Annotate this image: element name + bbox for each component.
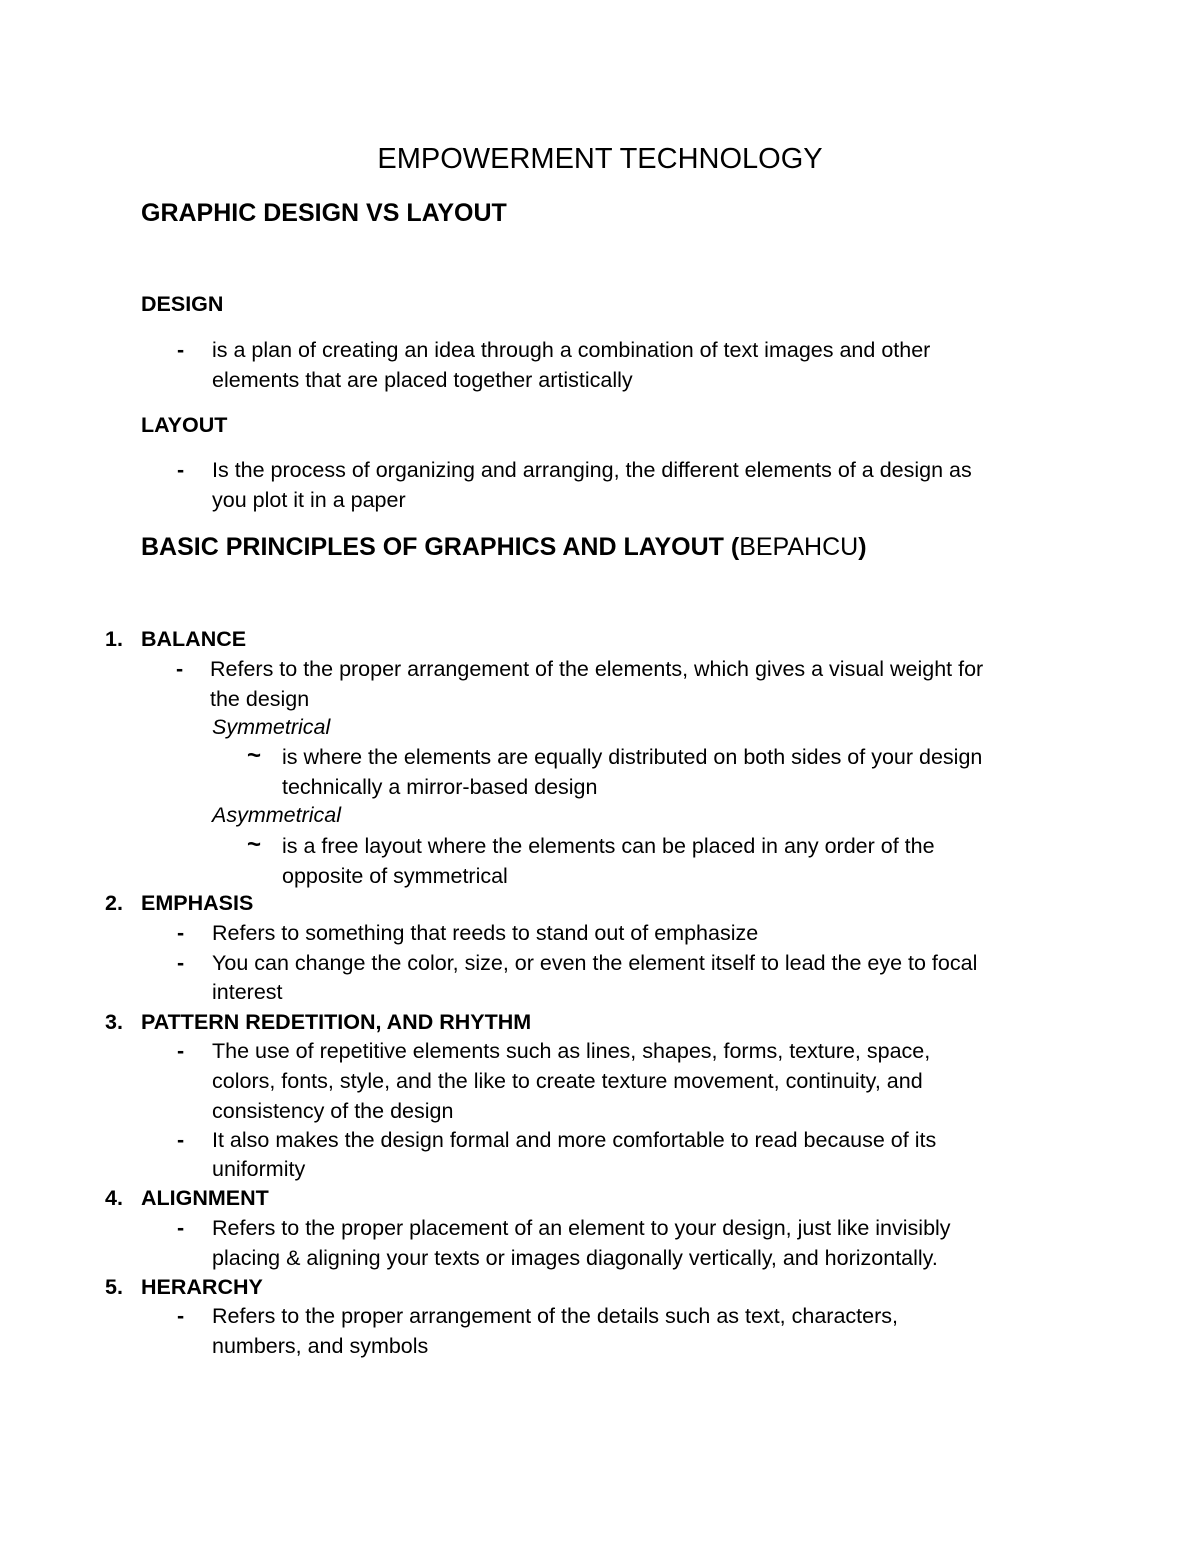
principles-heading-bold: BASIC PRINCIPLES OF GRAPHICS AND LAYOUT ( [141, 533, 740, 561]
emphasis-text-1: Refers to something that reeds to stand out of emphasize [212, 921, 759, 945]
dash-bullet: - [177, 1304, 185, 1328]
design-text-line1: is a plan of creating an idea through a combination of text images and other [212, 338, 931, 362]
balance-text-line1: Refers to the proper arrangement of the elements, which gives a visual weight for [210, 657, 984, 681]
layout-heading: LAYOUT [141, 413, 228, 437]
layout-text-line1: Is the process of organizing and arranging, the different elements of a design as [212, 458, 972, 482]
alignment-text-line1: Refers to the proper placement of an element to your design, just like invisibly [212, 1216, 951, 1240]
principles-heading [141, 530, 867, 564]
symmetrical-text-line2: technically a mirror-based design [282, 775, 598, 799]
design-heading: DESIGN [141, 292, 224, 316]
list-number: 4. [105, 1186, 123, 1210]
layout-bullet: - [177, 458, 185, 482]
page-subtitle: GRAPHIC DESIGN VS LAYOUT [141, 199, 507, 227]
pattern-text-2-line1: It also makes the design formal and more comfortable to read because of its [212, 1128, 937, 1152]
tilde-bullet: ~ [247, 742, 262, 769]
symmetrical-text-line1: is where the elements are equally distributed on both sides of your design [282, 745, 983, 769]
list-number: 5. [105, 1275, 123, 1299]
hierarchy-text-line1: Refers to the proper arrangement of the details such as text, characters, [212, 1304, 898, 1328]
list-number: 3. [105, 1010, 123, 1034]
tilde-bullet: ~ [247, 831, 262, 858]
asymmetrical-label: Asymmetrical [212, 803, 342, 827]
pattern-text-1-line2: colors, fonts, style, and the like to create texture movement, continuity, and [212, 1069, 923, 1093]
dash-bullet: - [177, 951, 185, 975]
dash-bullet: - [176, 657, 184, 681]
principle-label-emphasis: EMPHASIS [141, 891, 254, 915]
dash-bullet: - [177, 1128, 185, 1152]
dash-bullet: - [177, 1039, 185, 1063]
asymmetrical-text-line2: opposite of symmetrical [282, 864, 508, 888]
list-number: 1. [105, 627, 123, 651]
alignment-text-line2: placing & aligning your texts or images diagonally vertically, and horizontally. [212, 1246, 938, 1270]
pattern-text-1-line1: The use of repetitive elements such as lines, shapes, forms, texture, space, [212, 1039, 931, 1063]
asymmetrical-text-line1: is a free layout where the elements can be placed in any order of the [282, 834, 935, 858]
emphasis-text-2-line2: interest [212, 980, 283, 1004]
page-title: EMPOWERMENT TECHNOLOGY [377, 143, 823, 175]
principle-label-hierarchy: HERARCHY [141, 1275, 263, 1299]
pattern-text-2-line2: uniformity [212, 1157, 306, 1181]
pattern-text-1-line3: consistency of the design [212, 1099, 454, 1123]
dash-bullet: - [177, 1216, 185, 1240]
principle-label-alignment: ALIGNMENT [141, 1186, 269, 1210]
hierarchy-text-line2: numbers, and symbols [212, 1334, 429, 1358]
list-number: 2. [105, 891, 123, 915]
symmetrical-label: Symmetrical [212, 715, 331, 739]
principles-heading-close: ) [858, 533, 867, 561]
dash-bullet: - [177, 921, 185, 945]
principle-label-balance: BALANCE [141, 627, 247, 651]
design-bullet: - [177, 338, 185, 362]
emphasis-text-2-line1: You can change the color, size, or even the element itself to lead the eye to focal [212, 951, 978, 975]
principle-label-pattern: PATTERN REDETITION, AND RHYTHM [141, 1010, 532, 1034]
design-text-line2: elements that are placed together artistically [212, 368, 633, 392]
balance-text-line2: the design [210, 687, 310, 711]
principles-heading-acronym: BEPAHCU [739, 533, 859, 561]
layout-text-line2: you plot it in a paper [212, 488, 406, 512]
